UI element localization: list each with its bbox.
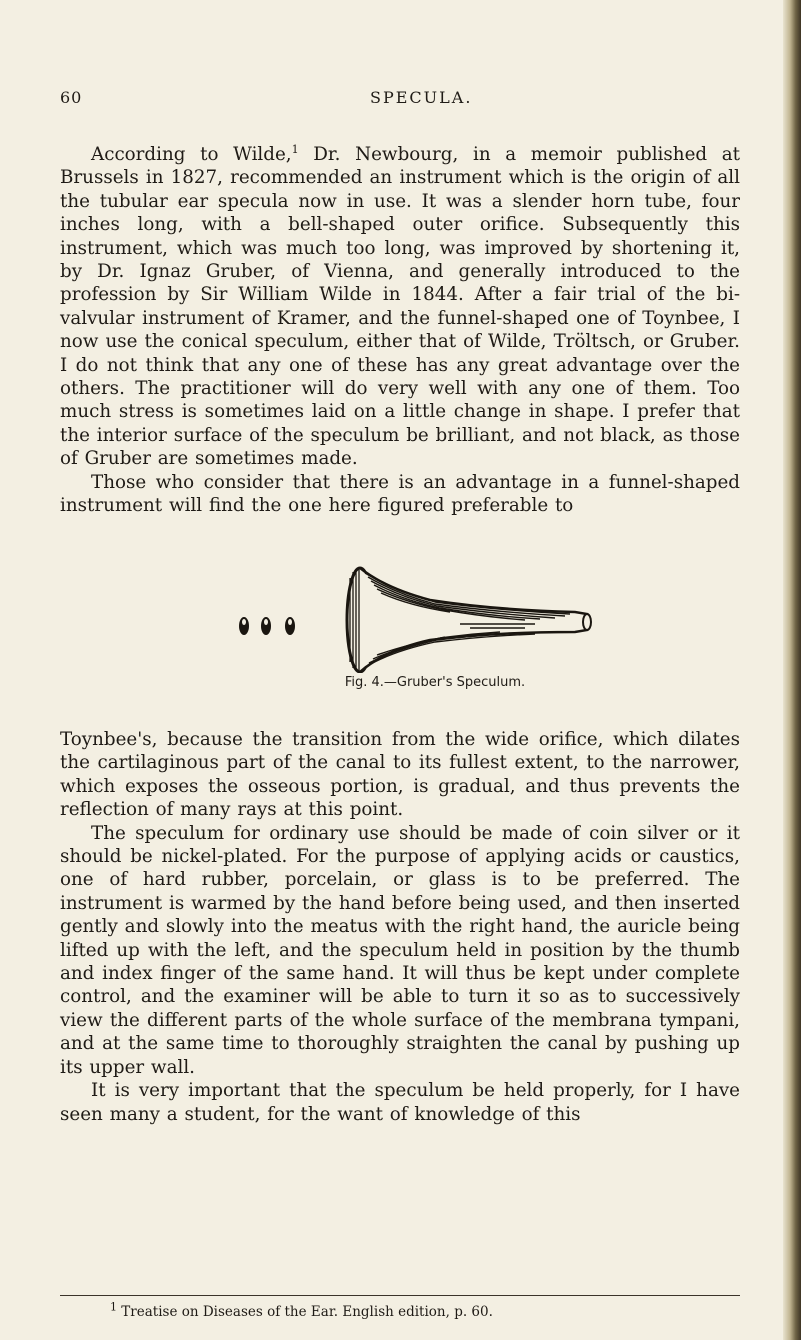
text-block-top <box>60 143 740 518</box>
page-number: 60 <box>60 88 83 107</box>
text-block-bottom <box>60 728 740 1126</box>
running-head: SPECULA. <box>370 88 473 107</box>
paragraph-4: The speculum for ordinary use should be made of coin silver or it should be nickel-plated. For the purpose of applying acids or caustics, one of hard rubber, porcelain, or glass is to be preferred. The instrument is warmed by the hand before being used, and then inserted gently and slowly into the meatus with the right hand, the auricle being lifted up with the left, and the speculum held in position by the thumb and index finger of the same hand. It will thus be kept under complete control, and the examiner will be able to turn it so as to successively view the different parts of the whole surface of the membrana tympani, and at the same time to thoroughly straighten the canal by pushing up its upper wall. <box>60 822 740 1078</box>
paragraph-3: Toynbee's, because the transition from the wide orifice, which dilates the cartilaginous part of the canal to its fullest extent, to the narrower, which exposes the osseous portion, is gradual, and thus prevents the reflection of many rays at this point. <box>60 729 740 821</box>
footnote-marker: 1 <box>110 1300 117 1314</box>
figure-gruber-speculum <box>235 558 635 708</box>
figure-caption: Fig. 4.—Gruber's Speculum. <box>344 675 526 690</box>
speculum-illustration <box>235 558 635 673</box>
page-header <box>60 88 740 112</box>
footnote-ref: 1 <box>291 142 299 156</box>
footnote-divider <box>60 1295 740 1296</box>
paragraph-5: It is very important that the speculum be held properly, for I have seen many a student, for the want of knowledge of this <box>60 1080 740 1125</box>
footnote-text: Treatise on Diseases of the Ear. English edition, p. 60. <box>117 1304 493 1320</box>
page-edge-shadow <box>783 0 801 1340</box>
paragraph-1: According to Wilde,$^1$ Dr. Newbourg, in a memoir published at Brussels in 1827, recommended an instrument which is the origin of all the tubular ear specula now in use. It was a slender horn tube, four inches long, with a bell-shaped outer orifice. Subsequently this instrument, which was much too long, was improved by shortening it, by Dr. Ignaz Gruber, of Vienna, and generally introduced to the profession by Sir William Wilde in 1844. After a fair trial of the bi-valvular instrument of Kramer, and the funnel-shaped one of Toynbee, I now use the conical speculum, either that of Wilde, Tröltsch, or Gruber. I do not think that any one of these has any great advantage over the others. The practitioner will do very well with any one of them. Too much stress is sometimes laid on a little change in shape. I prefer that the interior surface of the speculum be brilliant, and not black, as those of Gruber are sometimes made. <box>60 142 740 470</box>
footnote <box>110 1300 750 1321</box>
paragraph-2: Those who consider that there is an advantage in a funnel-shaped instrument will find the one here figured preferable to <box>60 471 740 517</box>
